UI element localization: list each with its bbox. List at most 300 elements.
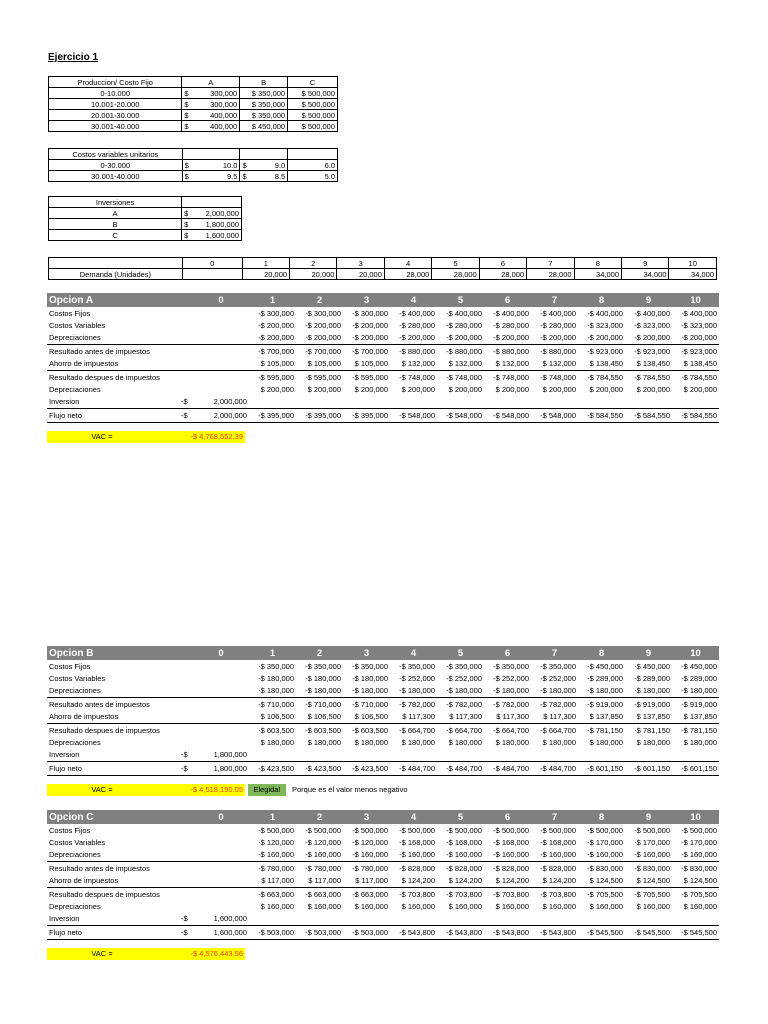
year0-prefix <box>181 307 193 319</box>
year-header: 3 <box>337 258 384 269</box>
cell-value: -$ 595,000 <box>343 370 390 383</box>
year-header: 9 <box>625 810 672 824</box>
row-label: Resultado antes de impuestos <box>47 698 181 711</box>
cell-value: -$ 160,000 <box>634 850 670 860</box>
cell-value: $ 132,000 <box>495 359 529 369</box>
table-row <box>47 762 719 775</box>
cell-value: 28,000 <box>432 269 479 280</box>
option-header-row <box>47 646 719 660</box>
cell-value: -$ 160,000 <box>493 850 529 860</box>
row-label: Ahorro de impuestos <box>49 359 119 369</box>
year0-prefix <box>181 824 193 836</box>
cell-value: -$ 830,000 <box>578 862 625 875</box>
row-label: Resultado antes de impuestos <box>47 345 181 358</box>
year-header: 5 <box>437 810 484 824</box>
cell-value: -$ 500,000 <box>587 825 623 835</box>
cell-value: -$ 160,000 <box>305 850 341 860</box>
cell-value: -$ 503,000 <box>296 926 343 939</box>
row-label: Resultado antes de impuestos <box>47 862 181 875</box>
cell-value <box>437 913 484 926</box>
table-row <box>47 307 719 319</box>
row-label: Flujo neto <box>47 409 181 422</box>
year-header: 1 <box>249 646 296 660</box>
cell-value: 20,000 <box>242 269 289 280</box>
cell-value: -$ 280,000 <box>446 321 482 331</box>
cell-value: -$ 180,000 <box>681 686 717 696</box>
cell-value: -$ 252,000 <box>399 674 435 684</box>
cell-value <box>437 396 484 409</box>
cell-value: $ 200,000 <box>260 385 294 395</box>
cell-value: -$ 603,500 <box>249 723 296 736</box>
cell-value: -$ 289,000 <box>634 674 670 684</box>
cell-value: $ 124,500 <box>589 876 623 886</box>
cell-value <box>296 913 343 926</box>
cell-value: $ 200,000 <box>542 385 576 395</box>
cell-value: -$ 503,000 <box>343 926 390 939</box>
cell-value: -$ 780,000 <box>343 862 390 875</box>
cell-value: -$ 450,000 <box>681 661 717 671</box>
year0-value <box>193 345 249 358</box>
cell-value: -$ 828,000 <box>484 862 531 875</box>
cell-value: -$ 545,500 <box>625 926 672 939</box>
vac-label: VAC = <box>91 949 113 958</box>
cell-value: -$ 350,000 <box>399 661 435 671</box>
cell-value: -$ 710,000 <box>249 698 296 711</box>
cell-value <box>343 913 390 926</box>
cell-value <box>625 396 672 409</box>
year-header: 4 <box>390 293 437 307</box>
choice-note: Porque es el valor menos negativo <box>292 785 408 794</box>
year0-prefix <box>181 672 193 684</box>
cell-value: -$ 782,000 <box>437 698 484 711</box>
cell-value: -$ 601,150 <box>578 762 625 775</box>
cell-value: -$ 923,000 <box>672 345 719 358</box>
row-label: 0-10.000 <box>49 88 182 99</box>
table-row <box>47 900 719 912</box>
cell-value: $ 124,200 <box>448 876 482 886</box>
year0-value <box>193 698 249 711</box>
empty-cell <box>49 258 183 269</box>
currency-symbol: $ <box>240 171 250 182</box>
year0-value <box>193 711 249 724</box>
year0-value <box>193 723 249 736</box>
cell-value: -$ 828,000 <box>390 862 437 875</box>
cell-value: -$ 168,000 <box>540 838 576 848</box>
row-label: A <box>49 208 182 219</box>
cell-value <box>625 913 672 926</box>
table-row <box>47 698 719 711</box>
chosen-badge: Elegida! <box>248 784 286 796</box>
year0-prefix: -$ <box>181 914 188 924</box>
cell-value: $ 350,000 <box>240 88 288 99</box>
year-header: 7 <box>531 293 578 307</box>
cell-value: -$ 180,000 <box>258 674 294 684</box>
year-header: 0 <box>193 646 249 660</box>
cell-value: -$ 584,550 <box>672 409 719 422</box>
variable-cost-table <box>48 148 338 182</box>
cell-value: 2,000,000 <box>192 208 242 219</box>
table-header-row <box>49 197 242 208</box>
vac-value: -$ 4,576,443.56 <box>190 949 243 958</box>
cell-value <box>531 913 578 926</box>
cell-value: -$ 705,500 <box>578 887 625 900</box>
empty-cell <box>240 149 288 160</box>
row-label: Resultado despues de impuestos <box>47 370 181 383</box>
cell-value <box>531 396 578 409</box>
cell-value: -$ 300,000 <box>352 308 388 318</box>
cell-value: $ 180,000 <box>589 738 623 748</box>
cell-value: -$ 423,500 <box>343 762 390 775</box>
cell-value: $ 117,300 <box>543 712 576 722</box>
cell-value: -$ 500,000 <box>493 825 529 835</box>
row-label: Resultado despues de impuestos <box>47 723 181 736</box>
cell-value: -$ 200,000 <box>493 333 529 343</box>
cell-value: $ 124,500 <box>636 876 670 886</box>
cell-value: 28,000 <box>479 269 526 280</box>
row-label: B <box>49 219 182 230</box>
cell-value: -$ 180,000 <box>399 686 435 696</box>
year0-prefix <box>181 887 193 900</box>
vac-value: -$ 4,768,552.39 <box>190 432 243 441</box>
cell-value: -$ 595,000 <box>249 370 296 383</box>
year0-value <box>193 900 249 912</box>
cell-value: $ 138,450 <box>589 359 623 369</box>
year-header: 10 <box>672 646 719 660</box>
table-row <box>47 913 719 926</box>
cell-value: 8.5 <box>250 171 288 182</box>
table-row <box>49 230 242 241</box>
cell-value: -$ 781,150 <box>578 723 625 736</box>
cell-value: -$ 603,500 <box>343 723 390 736</box>
cell-value: 9.0 <box>250 160 288 171</box>
year-header: 6 <box>484 646 531 660</box>
row-label: Depreciaciones <box>49 385 101 395</box>
table-row <box>47 862 719 875</box>
table-row <box>47 409 719 422</box>
year0-value <box>193 836 249 848</box>
cell-value: -$ 663,000 <box>343 887 390 900</box>
table-row <box>47 332 719 345</box>
cell-value: $ 450,000 <box>240 121 288 132</box>
year0-prefix: -$ <box>181 926 193 939</box>
year-header: 9 <box>622 258 669 269</box>
cell-value: -$ 484,700 <box>531 762 578 775</box>
cell-value: -$ 280,000 <box>399 321 435 331</box>
cell-value <box>672 749 719 762</box>
cell-value: -$ 280,000 <box>493 321 529 331</box>
table-row <box>47 836 719 848</box>
table-row <box>49 208 242 219</box>
cell-value: $ 160,000 <box>589 902 623 912</box>
option-header-row <box>47 810 719 824</box>
cell-value: -$ 180,000 <box>540 686 576 696</box>
option-header-row <box>47 293 719 307</box>
year0-prefix <box>181 862 193 875</box>
cell-value: -$ 703,800 <box>390 887 437 900</box>
cell-value: $ 200,000 <box>636 385 670 395</box>
cell-value <box>484 396 531 409</box>
cell-value: -$ 500,000 <box>399 825 435 835</box>
cell-value: -$ 323,000 <box>681 321 717 331</box>
cell-value: -$ 880,000 <box>484 345 531 358</box>
fixed-cost-table <box>48 76 338 132</box>
cell-value <box>390 396 437 409</box>
year0-prefix <box>181 660 193 672</box>
cell-value: 10.0 <box>192 160 240 171</box>
empty-cell <box>182 149 240 160</box>
cell-value <box>672 396 719 409</box>
cell-value: -$ 395,000 <box>296 409 343 422</box>
cell-value: -$ 180,000 <box>352 686 388 696</box>
cell-value: -$ 710,000 <box>343 698 390 711</box>
cell-value: $ 124,200 <box>542 876 576 886</box>
table-row <box>47 711 719 724</box>
header-spacer <box>181 646 193 660</box>
cell-value: -$ 710,000 <box>296 698 343 711</box>
year0-value <box>193 685 249 698</box>
year-header: 10 <box>669 258 717 269</box>
cell-value: -$ 828,000 <box>531 862 578 875</box>
cell-value: -$ 703,800 <box>437 887 484 900</box>
cell-value: -$ 545,500 <box>672 926 719 939</box>
row-label: Flujo neto <box>47 762 181 775</box>
cell-value <box>249 749 296 762</box>
cell-value: -$ 180,000 <box>587 686 623 696</box>
row-label: C <box>49 230 182 241</box>
cell-value: -$ 323,000 <box>587 321 623 331</box>
table-header: B <box>240 77 288 88</box>
cell-value: $ 500,000 <box>288 121 338 132</box>
year0-prefix <box>181 723 193 736</box>
cell-value: 1,800,000 <box>192 219 242 230</box>
cell-value: $ 180,000 <box>354 738 388 748</box>
year0-value: 2,000,000 <box>213 397 247 407</box>
cell-value: -$ 280,000 <box>540 321 576 331</box>
year-header: 0 <box>193 810 249 824</box>
year0-prefix <box>181 358 193 371</box>
cell-value: -$ 180,000 <box>305 674 341 684</box>
cell-value: 1,600,000 <box>192 230 242 241</box>
cell-value: -$ 603,500 <box>296 723 343 736</box>
year0-value: 1,800,000 <box>213 750 247 760</box>
cell-value <box>578 749 625 762</box>
year0-prefix <box>181 370 193 383</box>
table-row <box>47 660 719 672</box>
table-row <box>49 171 338 182</box>
cell-value <box>390 749 437 762</box>
year-header: 1 <box>242 258 289 269</box>
year-header: 6 <box>484 810 531 824</box>
cell-value <box>296 749 343 762</box>
cell-value: -$ 548,000 <box>484 409 531 422</box>
cell-value: $ 132,000 <box>542 359 576 369</box>
table-header: Produccion/ Costo Fijo <box>49 77 182 88</box>
cell-value: -$ 120,000 <box>305 838 341 848</box>
cell-value: -$ 200,000 <box>258 321 294 331</box>
cell-value <box>578 913 625 926</box>
row-label: Costos Variables <box>49 838 106 848</box>
vac-value: -$ 4,518,190.05 <box>190 785 243 794</box>
year-header: 6 <box>484 293 531 307</box>
cell-value <box>625 749 672 762</box>
table-header: Costos variables unitarios <box>49 149 183 160</box>
year0-value <box>193 307 249 319</box>
table-row <box>49 99 338 110</box>
row-label: Demanda (Unidades) <box>49 269 183 280</box>
cell-value: $ 106,500 <box>260 712 294 722</box>
cell-value: 6.0 <box>288 160 338 171</box>
cell-value: $ 132,000 <box>401 359 435 369</box>
cell-value: -$ 543,800 <box>484 926 531 939</box>
cell-value: 400,000 <box>192 121 240 132</box>
cell-value: $ 350,000 <box>240 99 288 110</box>
cell-value: $ 138,450 <box>683 359 717 369</box>
year0-value <box>193 672 249 684</box>
year0-value: 1,800,000 <box>193 762 249 775</box>
cell-value: -$ 289,000 <box>587 674 623 684</box>
cell-value: -$ 200,000 <box>540 333 576 343</box>
cell-value: -$ 350,000 <box>540 661 576 671</box>
cell-value: -$ 548,000 <box>437 409 484 422</box>
cell-value: -$ 160,000 <box>681 850 717 860</box>
cell-value: -$ 781,150 <box>625 723 672 736</box>
table-row <box>47 723 719 736</box>
currency-symbol: $ <box>182 219 192 230</box>
cell-value: 400,000 <box>192 110 240 121</box>
row-label: Costos Variables <box>49 321 106 331</box>
year0-value: 1,600,000 <box>193 926 249 939</box>
row-label: Resultado despues de impuestos <box>47 887 181 900</box>
cell-value: -$ 400,000 <box>540 308 576 318</box>
cell-value: -$ 350,000 <box>305 661 341 671</box>
cell-value: -$ 663,000 <box>249 887 296 900</box>
row-label: Depreciaciones <box>49 738 101 748</box>
row-label: 0-30.000 <box>49 160 183 171</box>
cell-value: -$ 300,000 <box>305 308 341 318</box>
cell-value: $ 160,000 <box>448 902 482 912</box>
year0-value <box>193 849 249 862</box>
cell-value: -$ 180,000 <box>446 686 482 696</box>
currency-symbol: $ <box>182 110 192 121</box>
cell-value: -$ 500,000 <box>305 825 341 835</box>
year0-prefix <box>181 345 193 358</box>
cell-value: $ 180,000 <box>401 738 435 748</box>
year-header: 1 <box>249 293 296 307</box>
cell-value: 34,000 <box>574 269 621 280</box>
cell-value: -$ 400,000 <box>634 308 670 318</box>
cell-value: -$ 500,000 <box>352 825 388 835</box>
year-header: 0 <box>193 293 249 307</box>
year-header: 2 <box>290 258 337 269</box>
year0-prefix <box>181 875 193 888</box>
cell-value: 300,000 <box>192 99 240 110</box>
cell-value <box>484 749 531 762</box>
cell-value: -$ 923,000 <box>625 345 672 358</box>
cell-value: $ 500,000 <box>288 88 338 99</box>
cell-value <box>578 396 625 409</box>
cell-value: 5.0 <box>288 171 338 182</box>
currency-symbol: $ <box>182 121 192 132</box>
cell-value: -$ 168,000 <box>399 838 435 848</box>
cell-value: 28,000 <box>384 269 431 280</box>
cell-value: $ 160,000 <box>683 902 717 912</box>
investment-table <box>48 196 242 241</box>
empty-cell <box>182 197 242 208</box>
cell-value: -$ 880,000 <box>390 345 437 358</box>
table-row <box>47 749 719 762</box>
table-row <box>47 926 719 939</box>
table-header: A <box>182 77 240 88</box>
row-label: Depreciaciones <box>49 686 101 696</box>
option-b-section <box>47 646 719 776</box>
cell-value: -$ 500,000 <box>446 825 482 835</box>
cell-value: $ 105,000 <box>354 359 388 369</box>
cell-value: -$ 705,500 <box>625 887 672 900</box>
cell-value: $ 137,850 <box>636 712 670 722</box>
cell-value <box>343 396 390 409</box>
year-header: 9 <box>625 646 672 660</box>
cell-value: $ 117,300 <box>496 712 529 722</box>
year-header: 0 <box>182 258 242 269</box>
cell-value: $ 200,000 <box>354 385 388 395</box>
year0-value <box>193 887 249 900</box>
table-row <box>49 269 717 280</box>
cell-value: -$ 500,000 <box>681 825 717 835</box>
header-spacer <box>181 810 193 824</box>
year0-prefix <box>181 849 193 862</box>
currency-symbol: $ <box>182 208 192 219</box>
cell-value: 9.5 <box>192 171 240 182</box>
cell-value <box>296 396 343 409</box>
row-label: Depreciaciones <box>49 902 101 912</box>
cell-value: $ 500,000 <box>288 110 338 121</box>
cell-value: -$ 200,000 <box>305 321 341 331</box>
cell-value: -$ 664,700 <box>484 723 531 736</box>
cell-value: $ 200,000 <box>448 385 482 395</box>
cell-value: -$ 180,000 <box>352 674 388 684</box>
cell-value: $ 180,000 <box>542 738 576 748</box>
cell-value: $ 160,000 <box>260 902 294 912</box>
cell-value: -$ 543,800 <box>531 926 578 939</box>
table-row <box>47 887 719 900</box>
year0-prefix <box>181 698 193 711</box>
cell-value: -$ 180,000 <box>258 686 294 696</box>
cell-value: -$ 919,000 <box>578 698 625 711</box>
cell-value: 34,000 <box>669 269 717 280</box>
year0-prefix: -$ <box>181 397 188 407</box>
row-label: 30.001-40.000 <box>49 121 182 132</box>
cell-value: -$ 168,000 <box>493 838 529 848</box>
row-label: Ahorro de impuestos <box>49 712 119 722</box>
cell-value: 34,000 <box>622 269 669 280</box>
cell-value: -$ 780,000 <box>249 862 296 875</box>
year-header: 1 <box>249 810 296 824</box>
cell-value: $ 350,000 <box>240 110 288 121</box>
row-label: Depreciaciones <box>49 850 101 860</box>
cell-value: -$ 784,550 <box>625 370 672 383</box>
cell-value: -$ 543,800 <box>437 926 484 939</box>
year-header: 6 <box>479 258 526 269</box>
year0-value <box>193 383 249 395</box>
cell-value: -$ 595,000 <box>296 370 343 383</box>
cell-value: $ 160,000 <box>354 902 388 912</box>
cell-value: -$ 828,000 <box>437 862 484 875</box>
cell-value: -$ 781,150 <box>672 723 719 736</box>
year-header: 4 <box>390 810 437 824</box>
cell-value: -$ 700,000 <box>296 345 343 358</box>
cell-value: -$ 395,000 <box>343 409 390 422</box>
cell-value: -$ 200,000 <box>352 321 388 331</box>
